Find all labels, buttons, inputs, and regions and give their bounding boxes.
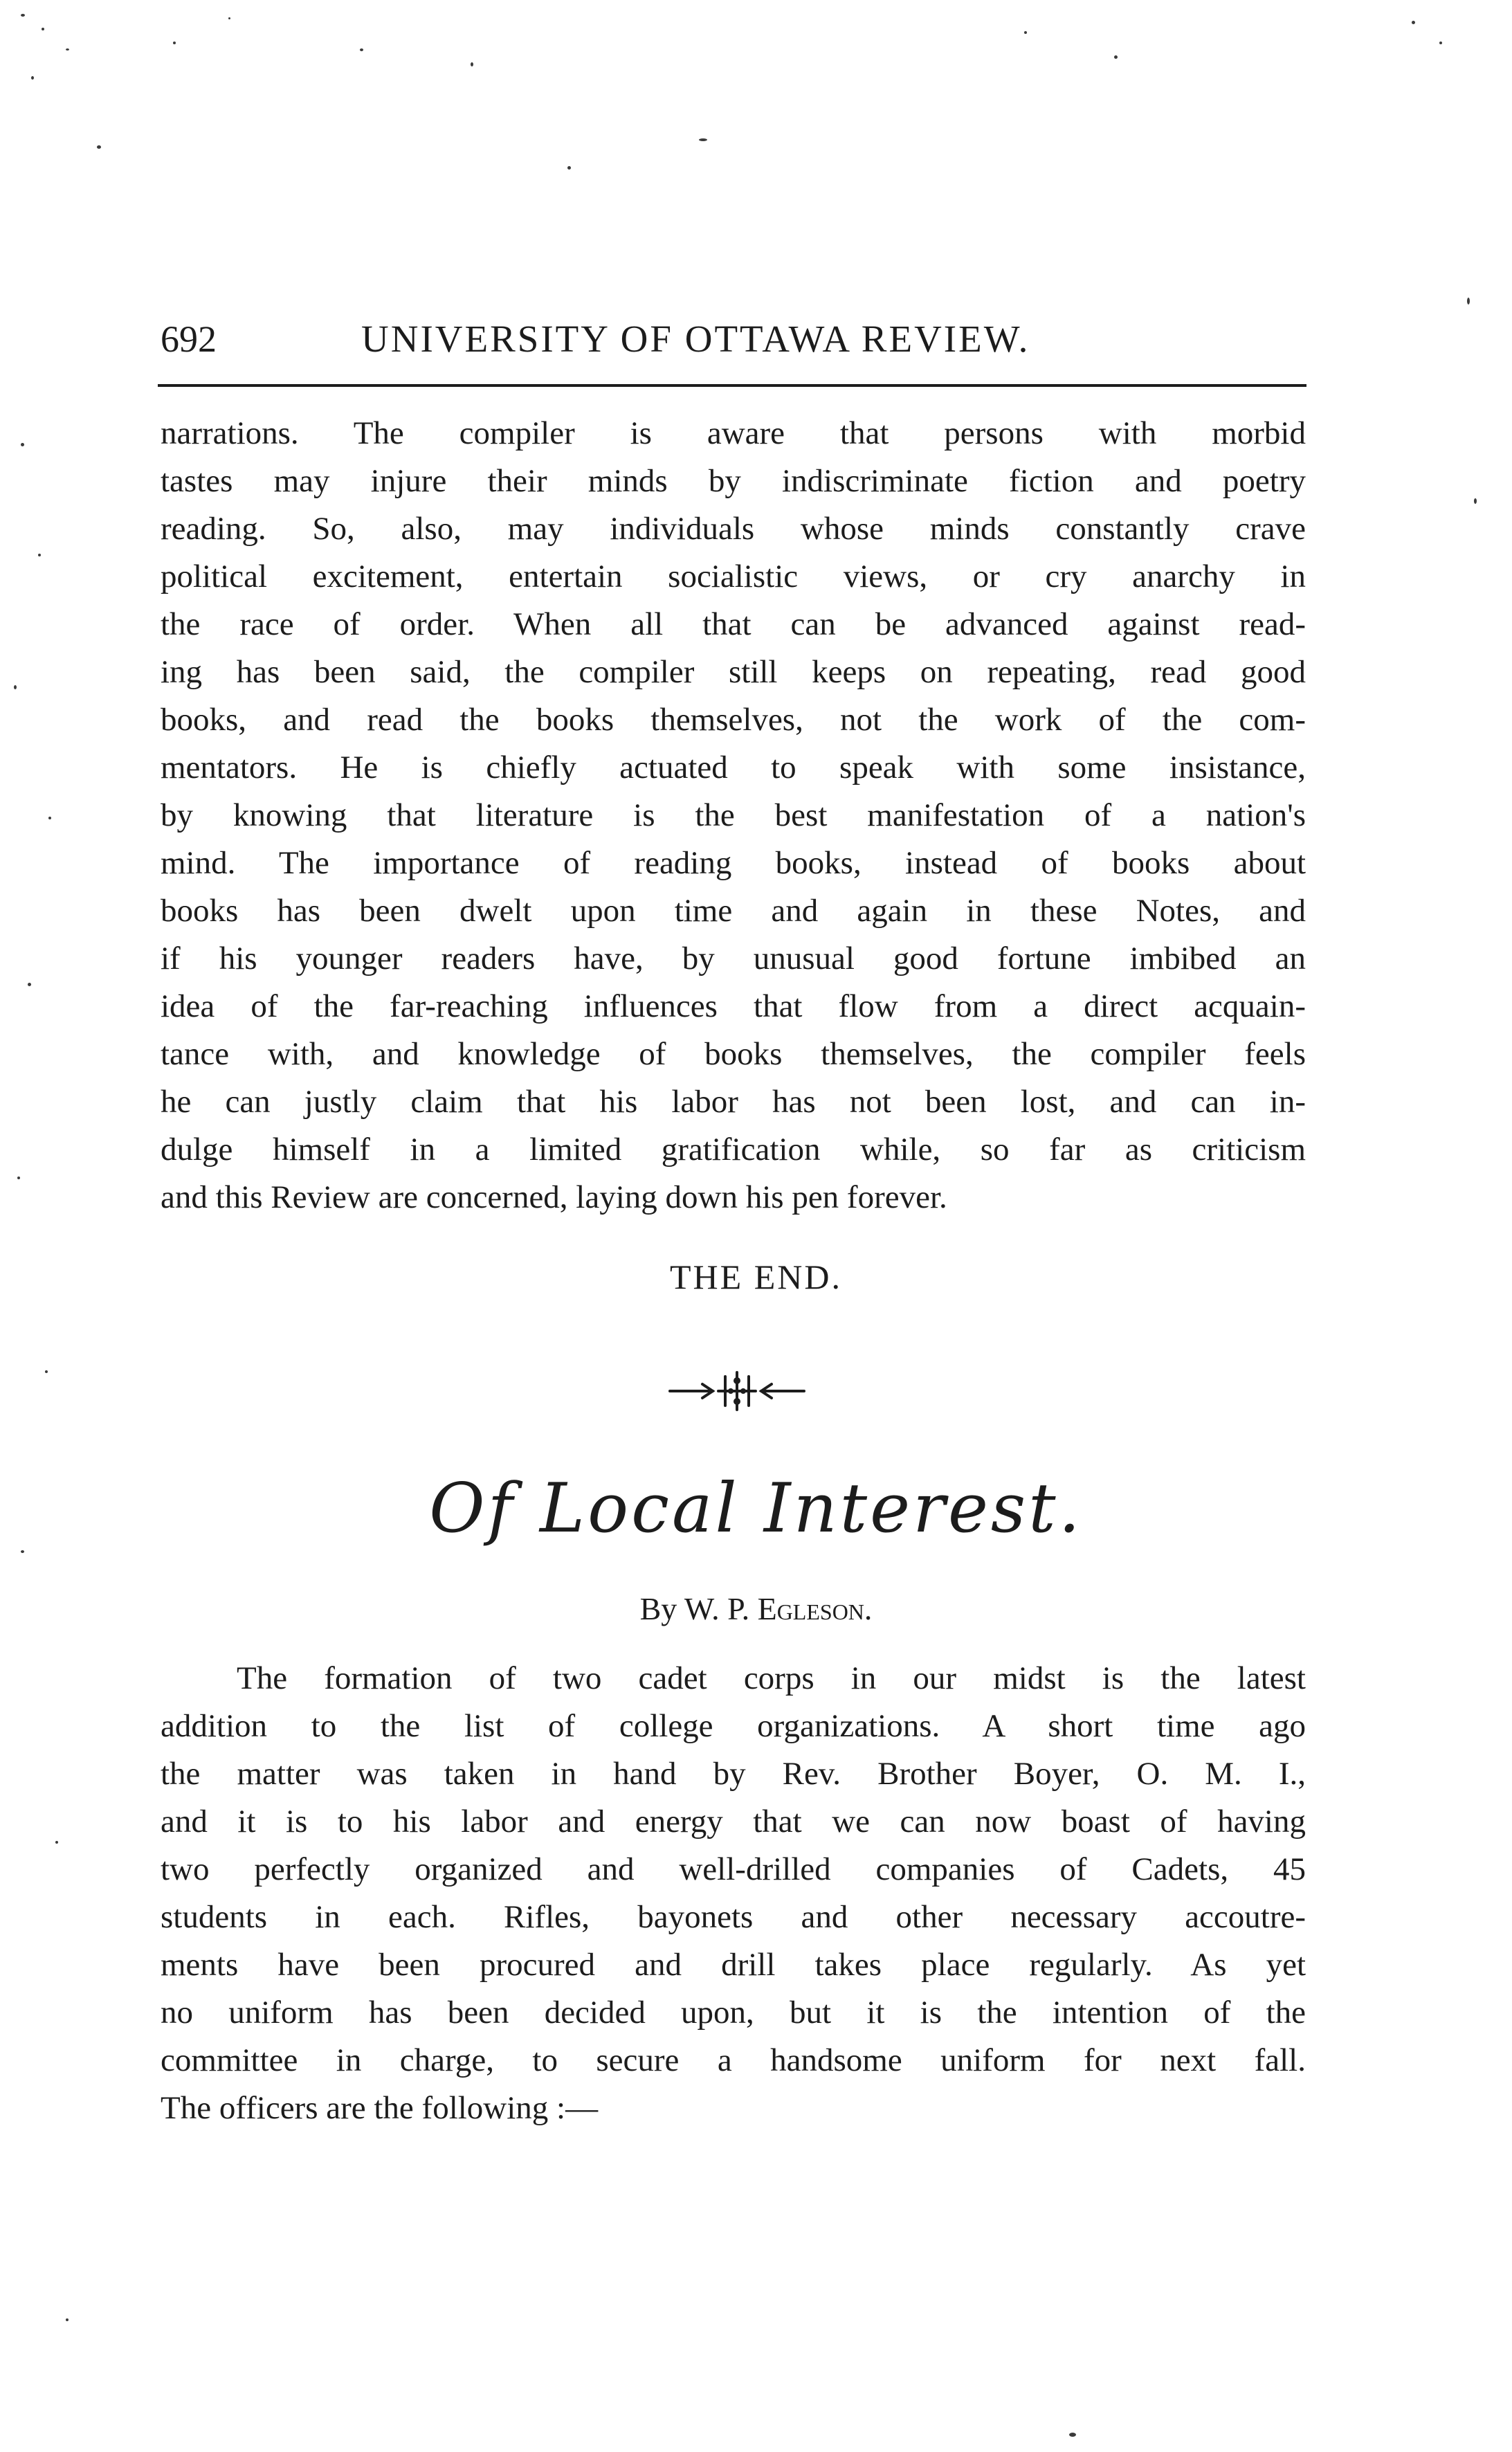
text-line: and it is to his labor and energy that we can now boast of having [161, 1804, 1306, 1840]
the-end-heading: THE END. [670, 1257, 842, 1296]
page-header [161, 315, 1302, 370]
text-line: tance with, and knowledge of books themselves, the compiler feels [161, 1036, 1306, 1072]
text-line: students in each. Rifles, bayonets and other necessary accoutre- [161, 1899, 1306, 1935]
text-line: The officers are the following :— [161, 2090, 599, 2126]
text-line: ing has been said, the compiler still keeps on repeating, read good [161, 654, 1306, 690]
byline-author: Egleson. [757, 1591, 873, 1626]
ornament-divider-icon [664, 1367, 810, 1415]
text-line: mind. The importance of reading books, instead of books about [161, 845, 1306, 881]
text-line: narrations. The compiler is aware that persons with morbid [161, 415, 1306, 451]
byline-prefix: By W. P. [639, 1591, 758, 1626]
text-line: dulge himself in a limited gratification while, so far as criticism [161, 1132, 1306, 1168]
text-line: and this Review are concerned, laying down his pen forever. [161, 1179, 947, 1215]
running-title: UNIVERSITY OF OTTAWA REVIEW. [361, 318, 1030, 360]
text-line: books has been dwelt upon time and again in these Notes, and [161, 893, 1306, 929]
text-line: the race of order. When all that can be advanced against read- [161, 606, 1306, 642]
byline [0, 1585, 1512, 1633]
text-line: tastes may injure their minds by indiscriminate fiction and poetry [161, 463, 1306, 499]
paragraph-cadet-corps [161, 1655, 1306, 2132]
text-line: ments have been procured and drill takes place regularly. As yet [161, 1947, 1306, 1983]
text-line: books, and read the books themselves, not the work of the com- [161, 702, 1306, 738]
text-line: two perfectly organized and well-drilled companies of Cadets, 45 [161, 1851, 1306, 1887]
text-line: if his younger readers have, by unusual good fortune imbibed an [161, 941, 1306, 977]
text-line: reading. So, also, may individuals whose minds constantly crave [161, 511, 1306, 547]
text-line: by knowing that literature is the best manifestation of a nation's [161, 797, 1306, 833]
text-line: he can justly claim that his labor has not been lost, and can in- [161, 1084, 1306, 1120]
page-number: 692 [161, 318, 217, 360]
text-line: political excitement, entertain socialistic views, or cry anarchy in [161, 558, 1306, 594]
text-line: mentators. He is chiefly actuated to speak with some insistance, [161, 750, 1306, 785]
text-line: committee in charge, to secure a handsome uniform for next fall. [161, 2042, 1306, 2078]
text-line: no uniform has been decided upon, but it is the intention of the [161, 1995, 1306, 2031]
text-line: the matter was taken in hand by Rev. Brother Boyer, O. M. I., [161, 1756, 1306, 1792]
section-title: Of Local Interest. [429, 1469, 1083, 1548]
header-rule [158, 384, 1306, 387]
text-line: idea of the far-reaching influences that flow from a direct acquain- [161, 988, 1306, 1024]
paragraph-continuation [161, 410, 1306, 1222]
text-line: addition to the list of college organizations. A short time ago [161, 1708, 1306, 1744]
text-line: The formation of two cadet corps in our midst is the latest [237, 1660, 1306, 1696]
